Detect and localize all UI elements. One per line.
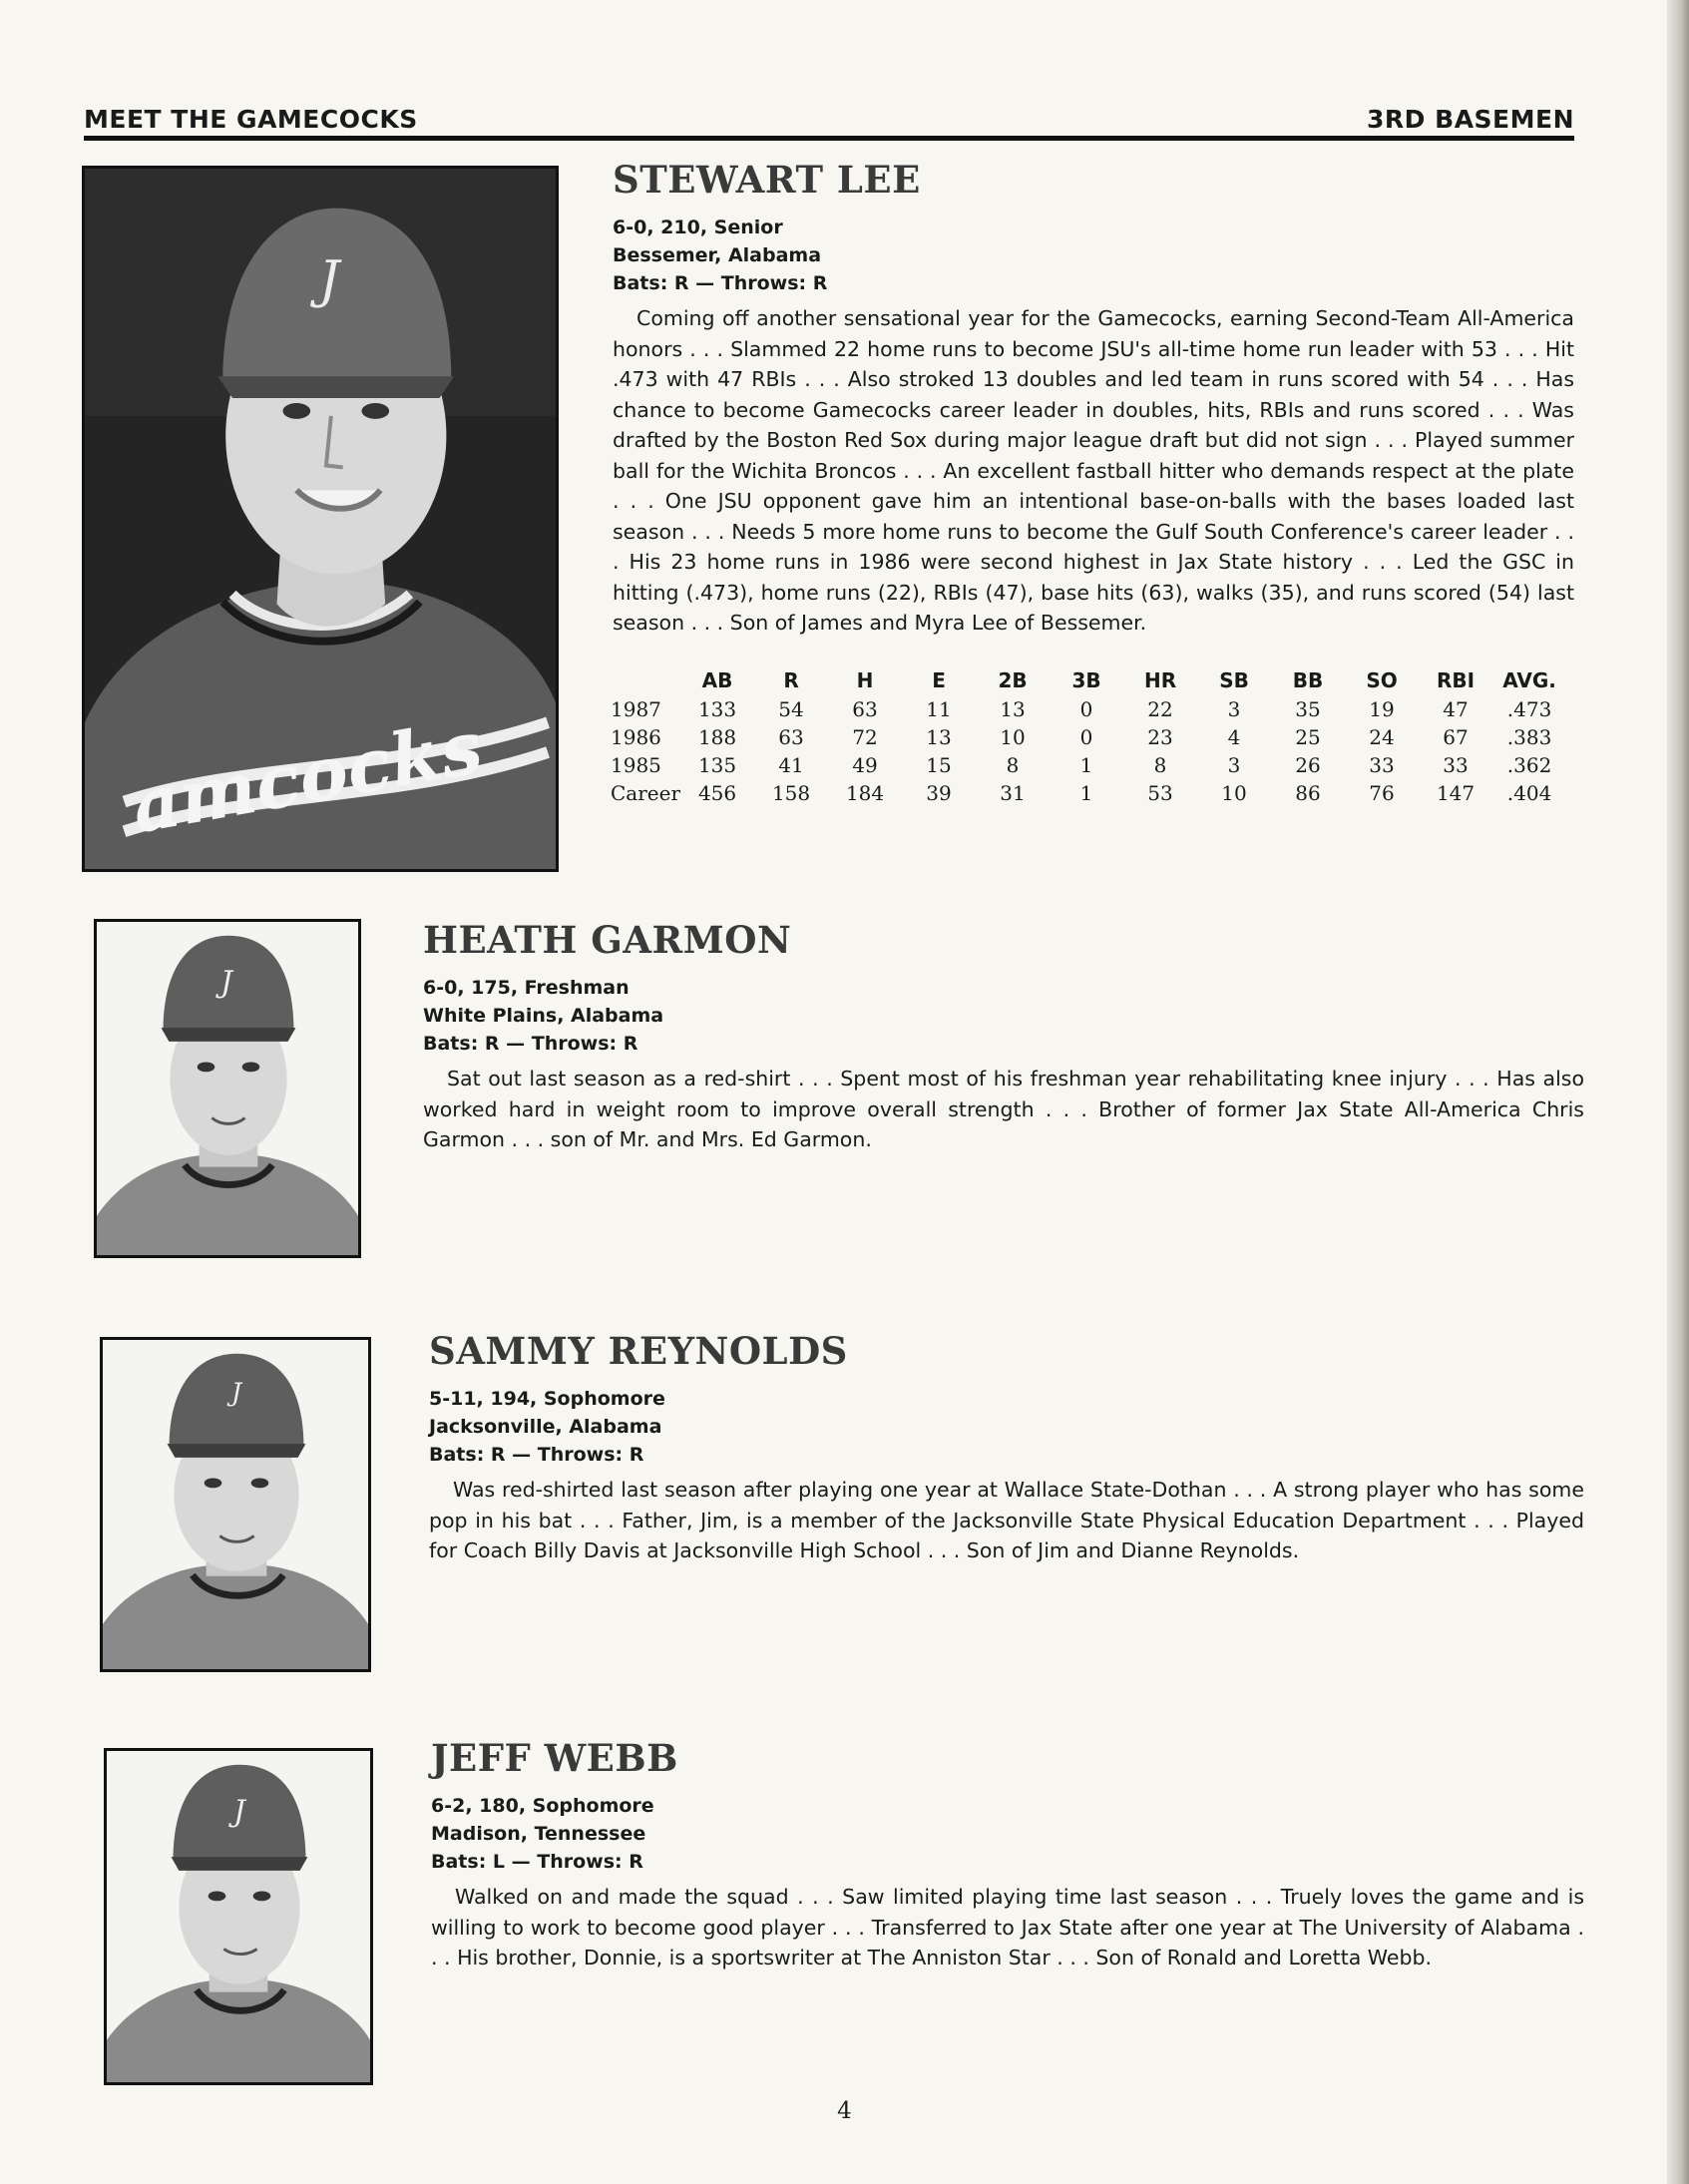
stats-cell: 133 xyxy=(697,697,737,721)
stats-cell: .362 xyxy=(1506,753,1552,777)
stats-cell: 35 xyxy=(1295,697,1321,721)
binding-edge xyxy=(1667,0,1689,2184)
stats-cell: 456 xyxy=(697,781,737,805)
stats-header xyxy=(611,665,680,695)
stats-cell: 135 xyxy=(697,753,737,777)
stats-cell: 53 xyxy=(1147,781,1173,805)
player-vitals: 6-0, 210, Senior xyxy=(613,217,783,238)
stats-cell: 86 xyxy=(1295,781,1321,805)
stats-header: SB xyxy=(1219,668,1249,692)
stats-cell: 25 xyxy=(1295,725,1321,749)
jersey-lettering: amcocks xyxy=(125,703,489,851)
stats-cell: 8 xyxy=(1006,753,1020,777)
player-photo-sammy-reynolds xyxy=(100,1337,371,1672)
stats-header: RBI xyxy=(1436,668,1476,692)
table-row xyxy=(611,779,1566,807)
stats-header: AVG. xyxy=(1502,668,1556,692)
stats-cell: 72 xyxy=(852,725,878,749)
player-bio-text: Was red-shirted last season after playing one year at Wallace State-Dothan . . . A strong player who has some pop in his bat . . . Father, Jim, is a member of the Jacksonville State Physical Education Department . . . Played for Coach Billy Davis at Jacksonville High School . . . Son of Jim and Dianne Reynolds. xyxy=(429,1478,1584,1562)
stats-cell: 26 xyxy=(1295,753,1321,777)
cap-logo: J xyxy=(318,249,340,310)
stats-cell: 63 xyxy=(778,725,804,749)
cap-logo: J xyxy=(220,965,232,1000)
stats-cell: 67 xyxy=(1443,725,1469,749)
stats-cell: 47 xyxy=(1443,697,1469,721)
player-bio-text: Walked on and made the squad . . . Saw limited playing time last season . . . Truely loves the game and is willing to work to become good player . . . Transferred to Jax State after one year at The University of Alabama . . . His brother, Donnie, is a sportswriter at The Anniston Star . . . Son of Ronald and Loretta Webb. xyxy=(431,1885,1584,1969)
stats-cell: 3 xyxy=(1227,753,1241,777)
stats-cell: 147 xyxy=(1436,781,1476,805)
stats-cell: 54 xyxy=(778,697,804,721)
stats-cell: 11 xyxy=(926,697,952,721)
player-name: STEWART LEE xyxy=(613,158,921,202)
player-photo-heath-garmon xyxy=(94,919,361,1258)
stats-cell: 39 xyxy=(926,781,952,805)
player-bio-stewart-lee xyxy=(613,158,1574,639)
stats-header: 3B xyxy=(1071,668,1101,692)
player-bio-text: Coming off another sensational year for the Gamecocks, earning Second-Team All-America honors . . . Slammed 22 home runs to become JSU's all-time home run leader with 53 . . . Hit .473 with 47 RBIs . . . Also stroked 13 doubles and led team in runs scored with 54 . . . Has chance to become Gamecocks career leader in doubles, hits, RBIs and runs scored . . . Was drafted by the Boston Red Sox during major league draft but did not sign . . . Played summer ball for the Wichita Broncos . . . An excellent fastball hitter who demands respect at the plate . . . One JSU opponent gave him an intentional base-on-balls with the bases loaded last season . . . Needs 5 more home runs to become the Gulf South Conference's career leader . . . His 23 home runs in 1986 were second highest in Jax State history . . . Led the GSC in hitting (.473), home runs (22), RBIs (47), base hits (63), walks (35), and runs scored (54) last season . . . Son of James and Myra Lee of Bessemer. xyxy=(613,306,1574,635)
position-group-title: 3RD BASEMEN xyxy=(1367,105,1574,134)
player-bio-jeff-webb xyxy=(431,1736,1584,1973)
stats-cell: 24 xyxy=(1369,725,1395,749)
stats-cell: 33 xyxy=(1369,753,1395,777)
stats-cell: 41 xyxy=(778,753,804,777)
player-bats-throws: Bats: R — Throws: R xyxy=(423,1033,638,1055)
player-bio-heath-garmon xyxy=(423,918,1584,1155)
stats-cell: 1 xyxy=(1079,753,1093,777)
stats-table xyxy=(611,665,1566,807)
player-hometown: White Plains, Alabama xyxy=(423,1005,664,1027)
player-photo-jeff-webb xyxy=(104,1748,373,2085)
table-row xyxy=(611,751,1566,779)
player-bats-throws: Bats: R — Throws: R xyxy=(429,1444,644,1466)
stats-cell: 1 xyxy=(1079,781,1093,805)
stats-cell: 0 xyxy=(1079,725,1093,749)
stats-cell: 10 xyxy=(1221,781,1247,805)
stats-cell: 184 xyxy=(845,781,885,805)
stats-cell: .383 xyxy=(1506,725,1552,749)
section-title: MEET THE GAMECOCKS xyxy=(84,105,418,134)
player-hometown: Jacksonville, Alabama xyxy=(429,1416,662,1438)
stats-cell: 22 xyxy=(1147,697,1173,721)
player-vitals: 6-2, 180, Sophomore xyxy=(431,1795,654,1817)
stats-cell: Career xyxy=(611,781,681,805)
player-photo-stewart-lee xyxy=(82,166,559,872)
stats-cell: 10 xyxy=(1000,725,1026,749)
stats-cell: 8 xyxy=(1153,753,1167,777)
player-bats-throws: Bats: L — Throws: R xyxy=(431,1851,643,1873)
stats-cell: 188 xyxy=(697,725,737,749)
player-bats-throws: Bats: R — Throws: R xyxy=(613,272,828,294)
stats-header-row xyxy=(611,665,1566,695)
stats-cell: 33 xyxy=(1443,753,1469,777)
stats-cell: 158 xyxy=(771,781,811,805)
player-hometown: Madison, Tennessee xyxy=(431,1823,646,1845)
stats-cell: .404 xyxy=(1506,781,1552,805)
stats-cell: 3 xyxy=(1227,697,1241,721)
player-bio-sammy-reynolds xyxy=(429,1329,1584,1566)
stats-cell: 23 xyxy=(1147,725,1173,749)
player-bio-text: Sat out last season as a red-shirt . . . Spent most of his freshman year rehabilitating knee injury . . . Has also worked hard in weight room to improve overall strength . . . Brother of former Jax State All-America Chris Garmon . . . son of Mr. and Mrs. Ed Garmon. xyxy=(423,1067,1584,1151)
page-number: 4 xyxy=(837,2098,852,2124)
cap-logo: J xyxy=(233,1794,245,1829)
stats-cell: 1987 xyxy=(611,697,661,721)
player-vitals: 5-11, 194, Sophomore xyxy=(429,1388,665,1410)
stats-cell: 15 xyxy=(926,753,952,777)
stats-header: AB xyxy=(701,668,733,692)
stats-header: 2B xyxy=(998,668,1028,692)
stats-cell: 63 xyxy=(852,697,878,721)
stats-header: HR xyxy=(1143,668,1177,692)
stats-cell: .473 xyxy=(1506,697,1552,721)
player-hometown: Bessemer, Alabama xyxy=(613,244,822,266)
stats-cell: 19 xyxy=(1369,697,1395,721)
stats-cell: 31 xyxy=(1000,781,1026,805)
stats-header: BB xyxy=(1292,668,1324,692)
stats-cell: 13 xyxy=(926,725,952,749)
table-row xyxy=(611,695,1566,723)
table-row xyxy=(611,723,1566,751)
player-name: JEFF WEBB xyxy=(431,1736,678,1780)
stats-header: H xyxy=(856,668,874,692)
cap-logo: J xyxy=(230,1377,242,1408)
stats-header: R xyxy=(783,668,799,692)
stats-cell: 4 xyxy=(1227,725,1241,749)
page-header xyxy=(84,96,1574,141)
stats-header: E xyxy=(932,668,946,692)
stats-cell: 0 xyxy=(1079,697,1093,721)
stats-cell: 76 xyxy=(1369,781,1395,805)
stats-header: SO xyxy=(1366,668,1398,692)
player-vitals: 6-0, 175, Freshman xyxy=(423,977,630,999)
player-name: SAMMY REYNOLDS xyxy=(429,1329,848,1373)
stats-cell: 13 xyxy=(1000,697,1026,721)
player-name: HEATH GARMON xyxy=(423,918,792,962)
stats-cell: 1986 xyxy=(611,725,661,749)
stats-cell: 1985 xyxy=(611,753,661,777)
stats-cell: 49 xyxy=(852,753,878,777)
